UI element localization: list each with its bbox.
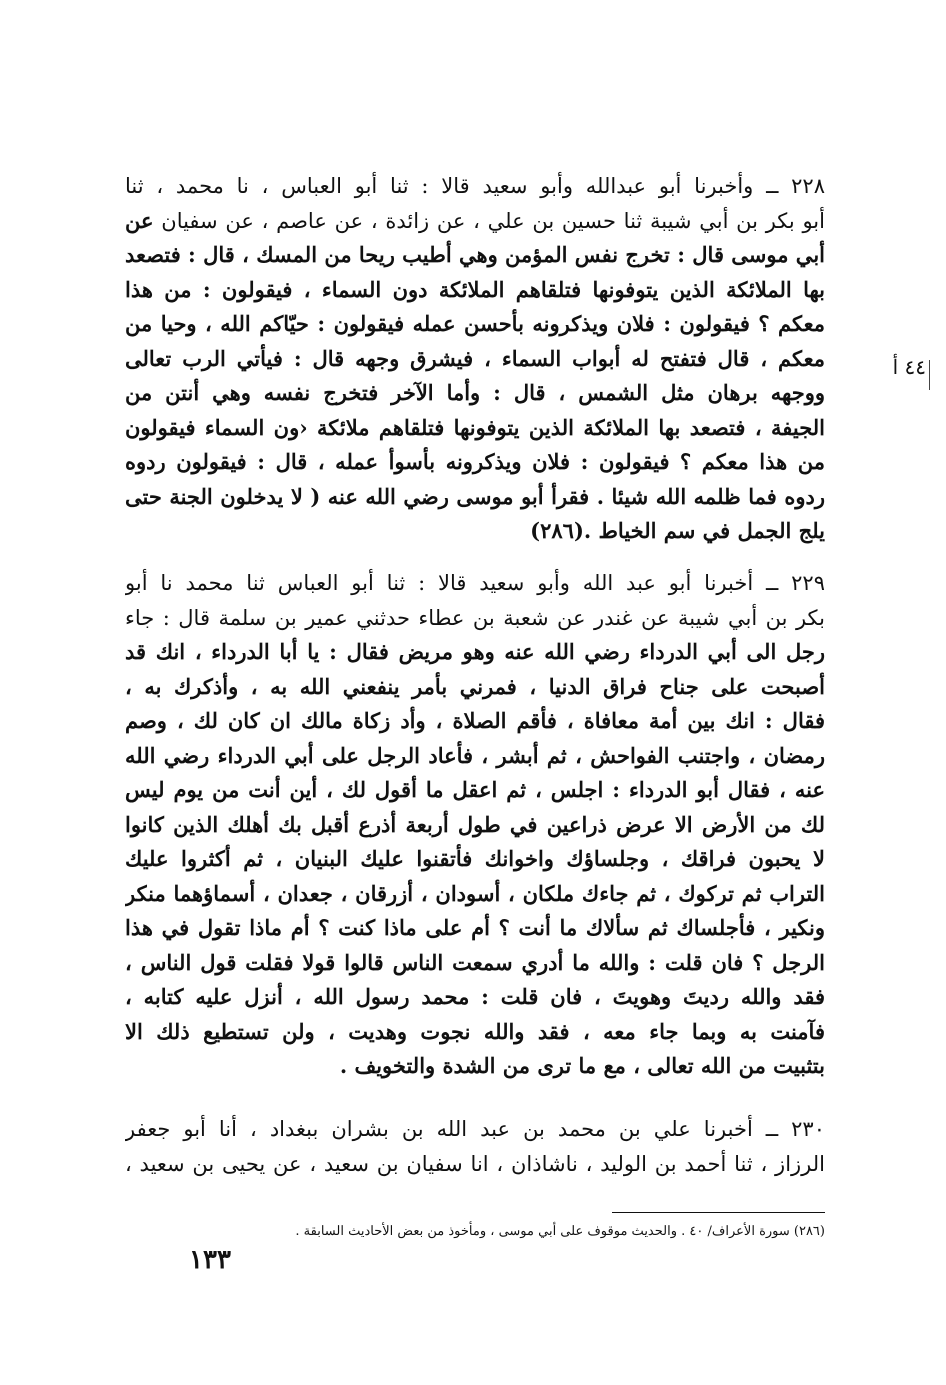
paragraph-229-line-1: ٢٢٩ ــ أخبرنا أبو عبد الله وأبو سعيد قالا : ثنا أبو العباس ثنا محمد نا أبو xyxy=(125,571,825,595)
page-number: ١٣٣ xyxy=(189,1245,231,1275)
margin-folio-note: ٤٤ أ xyxy=(892,355,926,379)
paragraph-228-line-10: ردوه فما ظلمه الله شيئا . فقرأ أبو موسى رضي الله عنه ( لا يدخلون الجنة حتى xyxy=(125,483,825,509)
paragraph-229-line-11: ونكير ، فأجلساك ثم سألاك ما أنت ؟ أم على ماذا كنت ؟ أم ماذا تقول في هذا xyxy=(125,915,825,940)
paragraph-229-line-9: لا يحبون فراقك ، وجلساؤك واخوانك فأتقنوا عليك البنيان ، ثم أكثروا عليك xyxy=(125,846,825,871)
margin-tick-mark xyxy=(929,360,930,390)
footnote-divider xyxy=(612,1212,825,1213)
paragraph-229-line-3: رجل الى أبي الدرداء رضي الله عنه وهو مريض فقال : يا أبا الدرداء ، انك قد xyxy=(125,639,825,664)
paragraph-228-line-4: بها الملائكة الذين يتوفونها فتلقاهم الملائكة دون السماء ، فيقولون : من هذا xyxy=(125,276,825,302)
paragraph-229-line-12: الرجل ؟ فان قلت : والله ما أدري سمعت الناس قالوا قولا فقلت قول الناس ، xyxy=(125,949,825,975)
paragraph-228-line-2-tail: عن xyxy=(125,207,154,233)
paragraph-229-line-15: بتثبيت من الله تعالى ، مع ما ترى من الشدة والتخويف . xyxy=(339,1053,825,1078)
paragraph-228-line-11: يلج الجمل في سم الخياط .(٢٨٦) xyxy=(530,518,825,543)
paragraph-228-line-6: معكم ، قال فتفتح له أبواب السماء ، فيشرق وجهه قال : فيأتي الرب تعالى xyxy=(125,345,825,371)
paragraph-230-line-2: الرزاز ، ثنا أحمد بن الوليد ، ناشاذان ، انا سفيان بن سعيد ، عن يحيى بن سعيد ، xyxy=(125,1151,825,1176)
paragraph-228-line-8: الجيفة ، فتصعد بها الملائكة الذين يتوفونها فتلقاهم ملائكة ‹ون السماء فيقولون xyxy=(125,414,825,440)
paragraph-228-line-2-text: أبو بكر بن أبي شيبة ثنا حسين بن علي ، عن زائدة ، عن عاصم ، عن سفيان xyxy=(161,208,825,233)
paragraph-228 xyxy=(125,169,825,549)
paragraph-229-line-13: فقد والله رديتَ وهويتَ ، فان قلت : محمد رسول الله ، أنزل عليه كتابه ، xyxy=(125,984,825,1009)
paragraph-228-line-5: معكم ؟ فيقولون : فلان ويذكرونه بأحسن عمله فيقولون : حيّاكم الله ، وحيا من xyxy=(125,311,825,336)
paragraph-229-line-8: لك من الأرض الا عرض ذراعين في طول أربعة أذرع أقبل بك أهلك الذين كانوا xyxy=(125,811,825,837)
paragraph-229-line-14: فآمنت به وبما جاء معه ، فقد والله نجوت وهديت ، ولن تستطيع ذلك الا xyxy=(125,1018,825,1044)
paragraph-229 xyxy=(125,566,825,1084)
paragraph-229-line-5: فقال : انك بين أمة معافاة ، فأقم الصلاة ، وأد زكاة مالك ان كان لك ، وصم xyxy=(125,708,825,733)
paragraph-229-line-7: عنه ، فقال أبو الدرداء : اجلس ، ثم اعقل ما أقول لك ، أين أنت من يوم ليس xyxy=(125,777,825,802)
paragraph-229-line-6: رمضان ، واجتنب الفواحش ، ثم أبشر ، فأعاد الرجل على أبي الدرداء رضي الله xyxy=(125,742,825,768)
paragraph-228-line-2 xyxy=(125,204,825,239)
paragraph-228-line-7: ووجهه برهان مثل الشمس ، قال : وأما الآخر فتخرج نفسه وهي أنتن من xyxy=(125,380,825,405)
paragraph-229-line-10: التراب ثم تركوك ، ثم جاءك ملكان ، أسودان ، أزرقان ، جعدان ، أسماؤهما منكر xyxy=(125,880,825,906)
paragraph-230 xyxy=(125,1112,825,1181)
paragraph-229-line-4: أصبحت على جناح فراق الدنيا ، فمرني بأمر ينفعني الله به ، وأذكرك به ، xyxy=(125,673,825,699)
paragraph-229-line-2: بكر بن أبي شيبة عن غندر عن شعبة بن عطاء حدثني عمير بن سلمة قال : جاء xyxy=(125,605,825,630)
footnote: (٢٨٦) سورة الأعراف/ ٤٠ . والحديث موقوف على أبي موسى ، ومأخوذ من بعض الأحاديث السابقة . xyxy=(295,1224,825,1239)
paragraph-228-line-3: أبي موسى قال : تخرج نفس المؤمن وهي أطيب ريحا من المسك ، قال : فتصعد xyxy=(125,242,825,267)
paragraph-228-line-9: من هذا معكم ؟ فيقولون : فلان ويذكرونه بأسوأ عمله ، قال : فيقولون ردوه xyxy=(125,449,825,474)
paragraph-230-line-1: ٢٣٠ ــ أخبرنا علي بن محمد بن عبد الله بن بشران ببغداد ، أنا أبو جعفر xyxy=(125,1117,825,1141)
paragraph-228-line-1: ٢٢٨ ــ وأخبرنا أبو عبدالله وأبو سعيد قالا : ثنا أبو العباس ، نا محمد ، ثنا xyxy=(125,174,825,198)
